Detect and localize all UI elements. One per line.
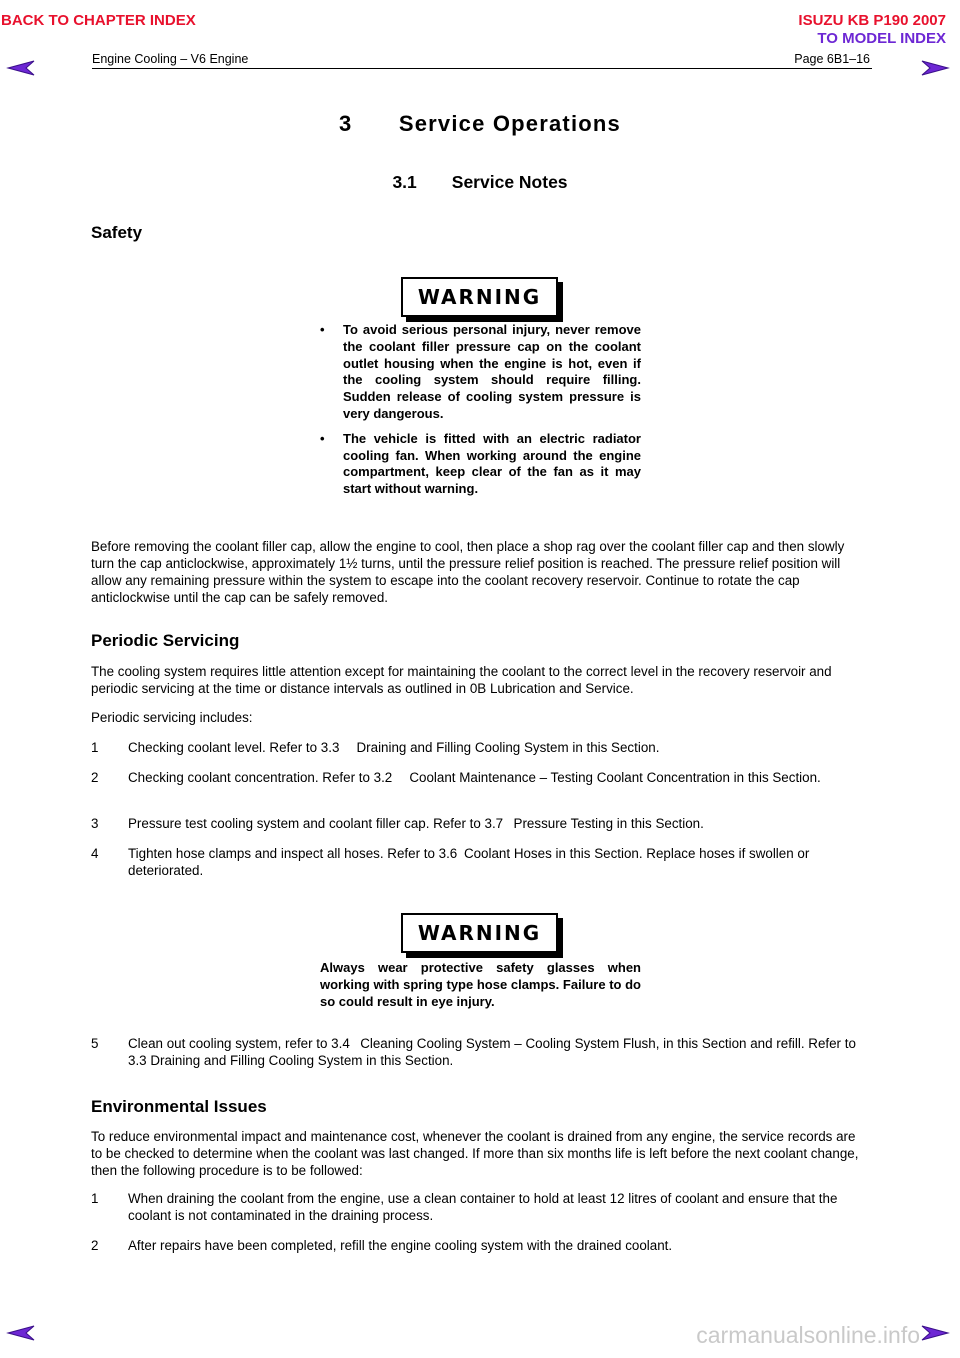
footer-next-arrow-icon[interactable]: [920, 1324, 950, 1342]
to-model-index-link[interactable]: TO MODEL INDEX: [817, 30, 946, 47]
step-number: 4: [91, 846, 99, 861]
step-number: 1: [91, 740, 99, 755]
step-text: When draining the coolant from the engine, use a clean container to hold at least 12 litres of coolant and ensure that the coolant is not contaminated in the draining process.: [128, 1191, 838, 1223]
step-text: Checking coolant level. Refer to 3.3 Draining and Filling Cooling System in this Section.: [128, 740, 660, 755]
section-title: 3 Service Operations: [339, 111, 621, 136]
model-title-link[interactable]: ISUZU KB P190 2007: [798, 12, 946, 29]
previous-page-arrow-icon[interactable]: [6, 59, 36, 77]
header-rule: [92, 68, 872, 69]
step-number: 1: [91, 1191, 99, 1206]
warning-item-text: The vehicle is fitted with an electric radiator cooling fan. When working around the engine compartment, keep clear of the fan as it may start without warning.: [343, 430, 641, 497]
periodic-intro: The cooling system requires little attention except for maintaining the coolant to the correct level in the recovery reservoir and periodic servicing at the time or distance intervals as outlined in 0B Lubrication and Service.: [91, 664, 832, 696]
step-text: Checking coolant concentration. Refer to 3.2 Coolant Maintenance – Testing Coolant Concentration in this Section.: [128, 770, 821, 785]
list-item: [320, 322, 641, 423]
subsection-title: 3.1 Service Notes: [392, 172, 568, 192]
periodic-servicing-heading: Periodic Servicing: [91, 631, 240, 650]
safety-warning-list: [320, 322, 641, 506]
header-chapter-title: Engine Cooling – V6 Engine: [92, 52, 249, 66]
safety-heading: Safety: [91, 223, 143, 242]
step-text: Clean out cooling system, refer to 3.4 Cleaning Cooling System – Cooling System Flush, in this Section and refill. Refer to 3.3 Draining and Filling Cooling System in this Section.: [128, 1036, 856, 1068]
header-page-number: Page 6B1–16: [794, 52, 870, 66]
warning-badge-1: WARNING: [401, 277, 558, 317]
watermark-text: carmanualsonline.info: [696, 1322, 920, 1348]
warning-badge-2: WARNING: [401, 913, 558, 953]
step-text: After repairs have been completed, refill the engine cooling system with the drained coolant.: [128, 1238, 673, 1253]
step-number: 2: [91, 1238, 99, 1253]
back-to-chapter-index-link[interactable]: BACK TO CHAPTER INDEX: [1, 12, 196, 29]
bullet-icon: •: [320, 322, 325, 337]
step-number: 2: [91, 770, 99, 785]
safety-paragraph: Before removing the coolant filler cap, allow the engine to cool, then place a shop rag over the coolant filler cap and then slowly turn the cap anticlockwise, approximately 1½ turns, until the pressure relief position is reached. The pressure relief position will allow any remaining pressure within the system to escape into the coolant recovery reservoir. Continue to rotate the cap anticlockwise until the cap can be safely removed.: [91, 539, 845, 605]
step-number: 5: [91, 1036, 99, 1051]
footer-previous-arrow-icon[interactable]: [6, 1324, 36, 1342]
bullet-icon: •: [320, 430, 325, 446]
warning-item-text: To avoid serious personal injury, never remove the coolant filler pressure cap on the coolant outlet housing when the engine is hot, even if the cooling system should require filling. Sudden release of cooling system pressure is very dangerous.: [343, 322, 641, 421]
list-item: [320, 431, 641, 498]
next-page-arrow-icon[interactable]: [920, 59, 950, 77]
environmental-issues-heading: Environmental Issues: [91, 1097, 267, 1116]
step-text: Tighten hose clamps and inspect all hoses. Refer to 3.6 Coolant Hoses in this Section. Replace hoses if swollen or deteriorated.: [128, 846, 810, 878]
step-number: 3: [91, 816, 99, 831]
hose-clamp-warning-text: Always wear protective safety glasses when working with spring type hose clamps. Failure to do so could result in eye injury.: [320, 960, 641, 1009]
step-text: Pressure test cooling system and coolant filler cap. Refer to 3.7 Pressure Testing in this Section.: [128, 816, 704, 831]
periodic-includes: Periodic servicing includes:: [91, 710, 253, 725]
environmental-intro: To reduce environmental impact and maintenance cost, whenever the coolant is drained from any engine, the service records are to be checked to determine when the coolant was last changed. If more than six months life is left before the next coolant change, then the following procedure is to be followed:: [91, 1129, 859, 1178]
